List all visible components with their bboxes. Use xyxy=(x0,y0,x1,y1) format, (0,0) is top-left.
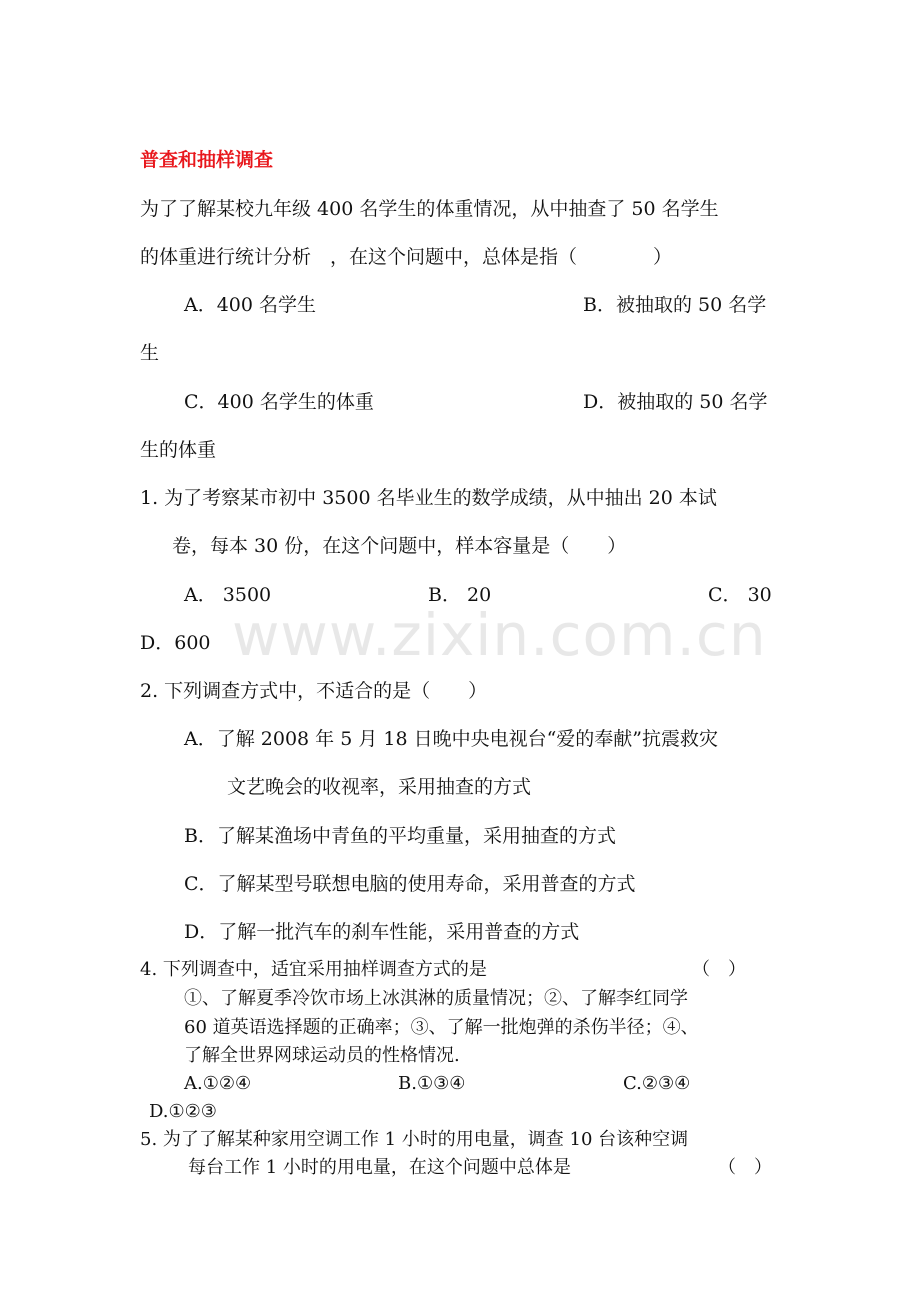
q1-option-d: D．600 xyxy=(140,632,211,654)
q2-question: 2. 下列调查方式中，不适合的是（ ） xyxy=(140,680,488,702)
watermark: www.zixin.com.cn xyxy=(232,601,767,669)
q2-option-b: B．了解某渔场中青鱼的平均重量，采用抽查的方式 xyxy=(184,825,616,847)
intro-question-line1: 为了了解某校九年级 400 名学生的体重情况，从中抽查了 50 名学生 xyxy=(140,198,719,220)
q2-option-d: D．了解一批汽车的刹车性能，采用普查的方式 xyxy=(184,921,580,943)
q4-statement-line1: ①、了解夏季冷饮市场上冰淇淋的质量情况；②、了解李红同学 xyxy=(184,988,688,1009)
q4-question: 4. 下列调查中，适宜采用抽样调查方式的是 xyxy=(140,959,487,980)
q4-answer-paren: （ ） xyxy=(692,959,746,980)
q2-option-a-line2: 文艺晚会的收视率，采用抽查的方式 xyxy=(227,776,532,798)
q4-option-c: C.②③④ xyxy=(623,1073,691,1094)
intro-option-b-continued: 生 xyxy=(140,342,160,364)
intro-option-d-continued: 生的体重 xyxy=(140,439,217,461)
intro-option-b: B．被抽取的 50 名学 xyxy=(583,294,767,316)
intro-question-line2: 的体重进行统计分析 ，在这个问题中，总体是指（ ） xyxy=(140,246,673,268)
intro-option-c: C．400 名学生的体重 xyxy=(184,391,374,413)
q4-statement-line3: 了解全世界网球运动员的性格情况. xyxy=(184,1045,460,1066)
q4-option-b: B.①③④ xyxy=(398,1073,466,1094)
q4-statement-line2: 60 道英语选择题的正确率；③、了解一批炮弹的杀伤半径；④、 xyxy=(184,1017,699,1038)
q1-option-b: B． 20 xyxy=(428,584,492,606)
q2-option-a-line1: A．了解 2008 年 5 月 18 日晚中央电视台“爱的奉献”抗震救灾 xyxy=(184,728,719,750)
q4-option-a: A.①②④ xyxy=(184,1073,252,1094)
q1-question-line2: 卷，每本 30 份，在这个问题中，样本容量是（ ） xyxy=(172,535,627,557)
q1-question-line1: 1. 为了考察某市初中 3500 名毕业生的数学成绩，从中抽出 20 本试 xyxy=(140,487,717,509)
q4-option-d: D.①②③ xyxy=(149,1101,217,1122)
q1-option-a: A． 3500 xyxy=(184,584,272,606)
intro-option-a: A．400 名学生 xyxy=(184,294,317,316)
q2-option-c: C．了解某型号联想电脑的使用寿命，采用普查的方式 xyxy=(184,873,636,895)
q5-answer-paren: （ ） xyxy=(718,1157,772,1178)
intro-option-d: D．被抽取的 50 名学 xyxy=(583,391,768,413)
q1-option-c: C． 30 xyxy=(708,584,772,606)
page-title: 普查和抽样调查 xyxy=(140,149,274,171)
q5-question-line2: 每台工作 1 小时的用电量，在这个问题中总体是 xyxy=(188,1157,571,1178)
q5-question-line1: 5. 为了了解某种家用空调工作 1 小时的用电量，调查 10 台该种空调 xyxy=(140,1129,689,1150)
